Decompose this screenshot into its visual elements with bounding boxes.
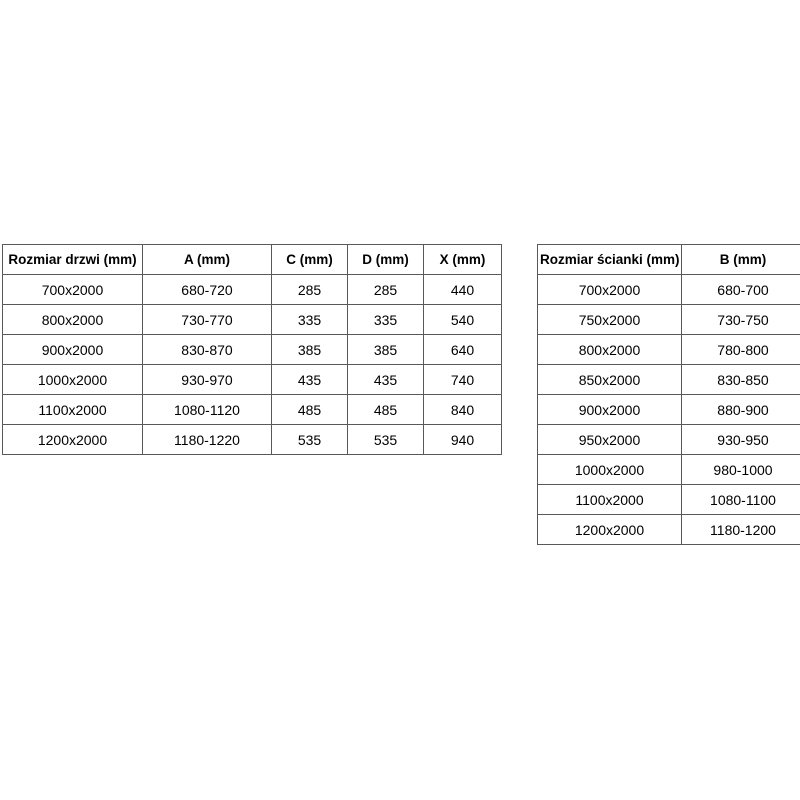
table-cell: 930-970 — [143, 365, 272, 395]
table-cell: 900x2000 — [538, 395, 682, 425]
table-row — [538, 275, 800, 305]
table-cell: 740 — [424, 365, 502, 395]
table-cell: 285 — [272, 275, 348, 305]
table-cell: 485 — [272, 395, 348, 425]
table-cell: 1080-1100 — [682, 485, 800, 515]
table-cell: 730-750 — [682, 305, 800, 335]
table-cell: 640 — [424, 335, 502, 365]
table-cell: 700x2000 — [3, 275, 143, 305]
table-cell: 385 — [272, 335, 348, 365]
table-cell: 750x2000 — [538, 305, 682, 335]
table-cell: 680-720 — [143, 275, 272, 305]
table-cell: 940 — [424, 425, 502, 455]
table-row — [538, 425, 800, 455]
wall-sizes-table-head — [538, 245, 800, 275]
table-cell: 1000x2000 — [3, 365, 143, 395]
table-cell: 385 — [348, 335, 424, 365]
table-cell: 980-1000 — [682, 455, 800, 485]
column-header: Rozmiar drzwi (mm) — [3, 245, 143, 275]
table-row — [538, 485, 800, 515]
table-cell: 440 — [424, 275, 502, 305]
column-header: C (mm) — [272, 245, 348, 275]
table-cell: 335 — [272, 305, 348, 335]
wall-sizes-table — [537, 244, 800, 545]
table-cell: 1080-1120 — [143, 395, 272, 425]
table-cell: 780-800 — [682, 335, 800, 365]
table-row — [3, 365, 502, 395]
table-cell: 840 — [424, 395, 502, 425]
table-cell: 1100x2000 — [3, 395, 143, 425]
table-cell: 1200x2000 — [3, 425, 143, 455]
table-cell: 800x2000 — [538, 335, 682, 365]
table-cell: 880-900 — [682, 395, 800, 425]
table-row — [538, 395, 800, 425]
column-header: B (mm) — [682, 245, 800, 275]
table-cell: 900x2000 — [3, 335, 143, 365]
header-row — [538, 245, 800, 275]
table-row — [3, 275, 502, 305]
door-sizes-table-body — [3, 275, 502, 455]
table-cell: 700x2000 — [538, 275, 682, 305]
wall-sizes-table-body — [538, 275, 800, 545]
table-cell: 950x2000 — [538, 425, 682, 455]
table-cell: 435 — [348, 365, 424, 395]
table-cell: 535 — [348, 425, 424, 455]
table-cell: 1000x2000 — [538, 455, 682, 485]
table-cell: 1180-1220 — [143, 425, 272, 455]
table-row — [538, 335, 800, 365]
table-row — [3, 425, 502, 455]
table-cell: 680-700 — [682, 275, 800, 305]
column-header: Rozmiar ścianki (mm) — [538, 245, 682, 275]
column-header: X (mm) — [424, 245, 502, 275]
table-cell: 800x2000 — [3, 305, 143, 335]
table-cell: 1180-1200 — [682, 515, 800, 545]
door-sizes-table-head — [3, 245, 502, 275]
table-cell: 535 — [272, 425, 348, 455]
column-header: D (mm) — [348, 245, 424, 275]
table-cell: 1200x2000 — [538, 515, 682, 545]
table-row — [3, 395, 502, 425]
table-row — [538, 455, 800, 485]
table-cell: 435 — [272, 365, 348, 395]
door-sizes-table — [2, 244, 502, 455]
table-cell: 485 — [348, 395, 424, 425]
table-cell: 730-770 — [143, 305, 272, 335]
table-row — [538, 305, 800, 335]
table-cell: 335 — [348, 305, 424, 335]
column-header: A (mm) — [143, 245, 272, 275]
table-row — [3, 335, 502, 365]
table-cell: 930-950 — [682, 425, 800, 455]
header-row — [3, 245, 502, 275]
table-row — [3, 305, 502, 335]
table-cell: 540 — [424, 305, 502, 335]
table-cell: 830-850 — [682, 365, 800, 395]
table-cell: 1100x2000 — [538, 485, 682, 515]
table-row — [538, 365, 800, 395]
table-cell: 830-870 — [143, 335, 272, 365]
table-cell: 850x2000 — [538, 365, 682, 395]
table-row — [538, 515, 800, 545]
table-cell: 285 — [348, 275, 424, 305]
